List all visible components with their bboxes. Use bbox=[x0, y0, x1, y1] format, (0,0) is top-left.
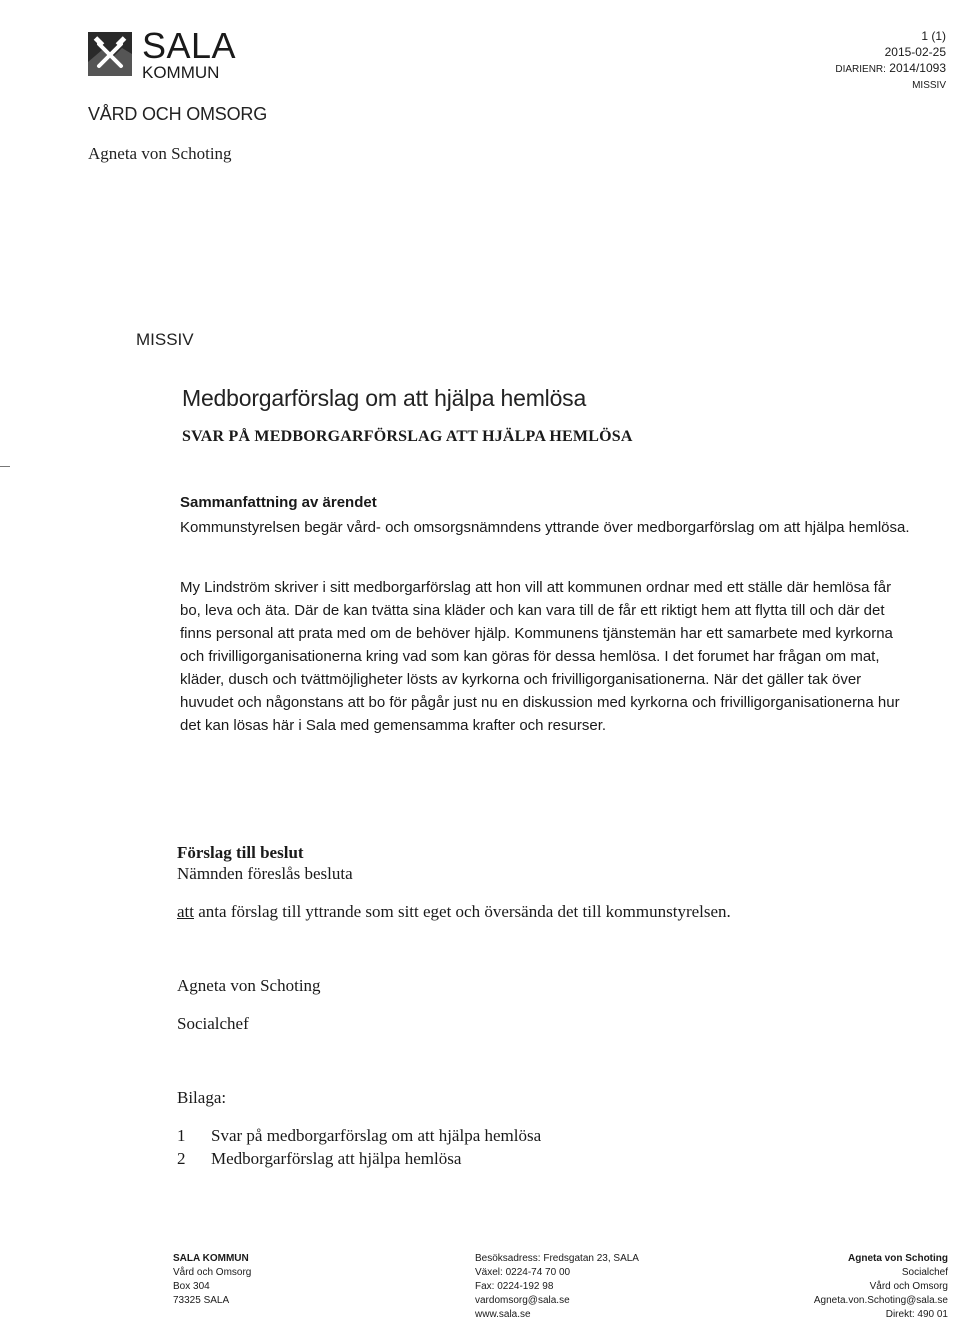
decision-body: anta förslag till yttrande som sitt eget och översända det till kommunstyrelsen. bbox=[198, 902, 731, 921]
footer-line: Fax: 0224-192 98 bbox=[475, 1281, 554, 1292]
footer-signer bbox=[814, 1252, 948, 1322]
footer-line: Box 304 bbox=[173, 1281, 210, 1292]
attachment-number: 2 bbox=[177, 1149, 186, 1168]
page-number: 1 (1) bbox=[921, 29, 946, 43]
summary-text: Kommunstyrelsen begär vård- och omsorgsnämndens yttrande över medborgarförslag om att hjälpa hemlösa. bbox=[180, 519, 910, 536]
footer-line: Direkt: 490 01 bbox=[885, 1309, 948, 1320]
main-paragraph: My Lindström skriver i sitt medborgarförslag att hon vill att kommunen ordnar med ett ställe där hemlösa får bo, leva och äta. Där de kan tvätta sina kläder och kan vara till de får ett riktigt hem att flytta till och där det finns personal att prata med om de behöver hjälp. Kommunens tjänstemän har ett samarbete med kyrkorna och frivilligorganisationerna kring vad som kan göras för dessa hemlösa. I det forumet har frågan om mat, kläder, dusch och tvättmöjligheter lösts av kyrkorna och frivilligorganisationerna. När det gäller tak över huvudet och någonstans att bo för pågår just nu en diskussion med kyrkorna och frivilligorganisationerna hur det kan lösas här i Sala med gemensamma krafter och resurser. bbox=[180, 579, 900, 734]
diarie-label: DIARIENR: bbox=[835, 64, 886, 75]
footer-line: 73325 SALA bbox=[173, 1295, 230, 1306]
footer-line: Besöksadress: Fredsgatan 23, SALA bbox=[475, 1253, 639, 1264]
signer-title: Socialchef bbox=[177, 1014, 249, 1033]
document-title: Medborgarförslag om att hjälpa hemlösa bbox=[182, 385, 587, 411]
footer-address bbox=[173, 1252, 251, 1308]
document-subtitle: SVAR PÅ MEDBORGARFÖRSLAG ATT HJÄLPA HEMLÖSA bbox=[182, 428, 633, 445]
diarie-line bbox=[835, 60, 946, 78]
proposal-heading: Förslag till beslut bbox=[177, 843, 304, 862]
footer-line: Vård och Omsorg bbox=[173, 1267, 252, 1278]
signer-name: Agneta von Schoting bbox=[177, 976, 321, 995]
footer-website: www.sala.se bbox=[475, 1309, 531, 1320]
attachment-number: 1 bbox=[177, 1126, 186, 1145]
proposal-intro: Nämnden föreslås besluta bbox=[177, 864, 353, 883]
author: Agneta von Schoting bbox=[88, 144, 232, 163]
attachments-heading: Bilaga: bbox=[177, 1088, 227, 1107]
footer-contact bbox=[475, 1252, 639, 1322]
missiv-label: MISSIV bbox=[136, 330, 194, 349]
summary-heading: Sammanfattning av ärendet bbox=[180, 494, 377, 511]
footer-email: Agneta.von.Schoting@sala.se bbox=[813, 1295, 948, 1306]
attachment-text: Svar på medborgarförslag om att hjälpa hemlösa bbox=[211, 1126, 542, 1145]
footer-signer-name: Agneta von Schoting bbox=[848, 1253, 948, 1264]
footer-line: Växel: 0224-74 70 00 bbox=[475, 1267, 571, 1278]
attachment-text: Medborgarförslag att hjälpa hemlösa bbox=[211, 1149, 462, 1168]
decision-text bbox=[177, 902, 731, 922]
attachment-item bbox=[177, 1149, 461, 1169]
attachment-item bbox=[177, 1126, 541, 1146]
document-meta bbox=[835, 28, 946, 94]
department: VÅRD OCH OMSORG bbox=[88, 104, 268, 124]
footer-email: vardomsorg@sala.se bbox=[475, 1295, 570, 1306]
decision-att: att bbox=[177, 902, 194, 921]
document-type: MISSIV bbox=[912, 80, 946, 91]
document-date: 2015-02-25 bbox=[884, 45, 946, 59]
sala-kommun-logo-icon bbox=[88, 32, 132, 76]
diarie-number: 2014/1093 bbox=[889, 61, 946, 75]
footer-line: Socialchef bbox=[901, 1267, 948, 1278]
footer-org: SALA KOMMUN bbox=[173, 1253, 249, 1264]
footer-line: Vård och Omsorg bbox=[869, 1281, 948, 1292]
margin-mark bbox=[0, 466, 10, 467]
logo-subtitle: KOMMUN bbox=[142, 63, 220, 82]
logo-wordmark: SALA bbox=[142, 25, 237, 66]
